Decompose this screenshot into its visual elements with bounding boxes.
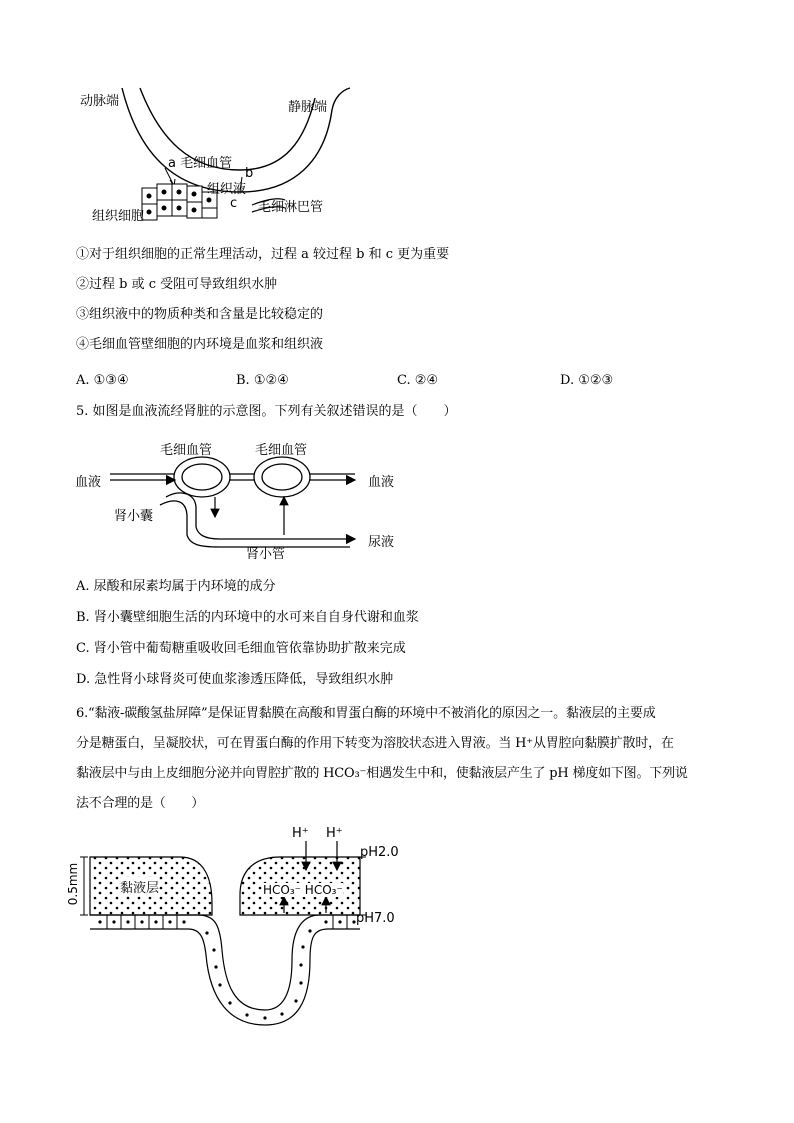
- q4-option-d[interactable]: D. ①②③: [560, 373, 614, 388]
- capsule-label: 肾小囊: [114, 509, 154, 524]
- mucus-layer-label: 黏液层: [120, 877, 159, 896]
- label-b: b: [245, 166, 254, 181]
- mucus-diagram: [70, 825, 410, 1040]
- h-ion-2-label: H⁺: [326, 826, 343, 841]
- ph-top-label: pH2.0: [360, 845, 399, 860]
- label-c: c: [230, 196, 238, 211]
- statement-3: ③组织液中的物质种类和含量是比较稳定的: [76, 307, 324, 322]
- capillary-1-label: 毛细血管: [160, 443, 213, 458]
- q5-options: [76, 571, 726, 695]
- q4-option-c[interactable]: C. ②④: [397, 373, 439, 388]
- thickness-label: 0.5mm: [66, 862, 81, 906]
- q5-option-a[interactable]: A. 尿酸和尿素均属于内环境的成分: [76, 579, 276, 594]
- q6-line-3: 黏液层中与由上皮细胞分泌并向胃腔扩散的 HCO₃⁻相遇发生中和，使黏液层产生了 pH 梯度如下图。下列说: [76, 766, 688, 781]
- q4-option-b[interactable]: B. ①②④: [236, 373, 289, 388]
- figure-capillary-tissue: [70, 80, 370, 230]
- hco3-label: HCO₃⁻ HCO₃⁻: [263, 883, 343, 897]
- q5-option-c[interactable]: C. 肾小管中葡萄糖重吸收回毛细血管依靠协助扩散来完成: [76, 641, 406, 656]
- q5-stem: 5. 如图是血液流经肾脏的示意图。下列有关叙述错误的是（ ）: [76, 404, 457, 419]
- tubule-label: 肾小管: [246, 547, 286, 562]
- tissue-cells: [142, 184, 217, 220]
- lymph-capillary-label: 毛细淋巴管: [258, 200, 324, 215]
- blood-out-label: 血液: [368, 475, 395, 490]
- q6-line-2: 分是糖蛋白，呈凝胶状，可在胃蛋白酶的作用下转变为溶胶状态进入胃液。当 H⁺从胃腔向黏膜扩散时，在: [76, 736, 674, 751]
- tissue-cell-label: 组织细胞: [92, 209, 145, 224]
- tissue-fluid-label: 组织液: [207, 182, 247, 197]
- urine-label: 尿液: [368, 535, 395, 550]
- statement-1: ①对于组织细胞的正常生理活动，过程 a 较过程 b 和 c 更为重要: [76, 247, 450, 262]
- capillary-2-label: 毛细血管: [255, 443, 308, 458]
- kidney-diagram: [70, 435, 410, 565]
- q4-statements: [76, 240, 726, 360]
- figure-kidney-blood-flow: [70, 435, 410, 565]
- ph-bottom-label: pH7.0: [356, 911, 395, 926]
- blood-in-label: 血液: [75, 475, 102, 490]
- statement-4: ④毛细血管壁细胞的内环境是血浆和组织液: [76, 337, 324, 352]
- statement-2: ②过程 b 或 c 受阻可导致组织水肿: [76, 277, 278, 292]
- h-ion-1-label: H⁺: [292, 826, 309, 841]
- q6-line-4: 法不合理的是（ ）: [76, 796, 205, 811]
- q4-option-a[interactable]: A. ①③④: [76, 373, 129, 388]
- q5-option-d[interactable]: D. 急性肾小球肾炎可使血浆渗透压降低，导致组织水肿: [76, 672, 394, 687]
- capillary-a-label: a 毛细血管: [168, 156, 233, 171]
- arterial-end-label: 动脉端: [80, 94, 120, 109]
- venous-end-label: 静脉端: [288, 100, 328, 115]
- figure-mucus-barrier: [66, 825, 410, 1040]
- q5-option-b[interactable]: B. 肾小囊壁细胞生活的内环境中的水可来自自身代谢和血浆: [76, 610, 419, 625]
- q6-stem: [76, 699, 736, 819]
- q6-line-1: 6.“黏液-碳酸氢盐屏障”是保证胃黏膜在高酸和胃蛋白酶的环境中不被消化的原因之一。黏液层的主要成: [76, 706, 656, 721]
